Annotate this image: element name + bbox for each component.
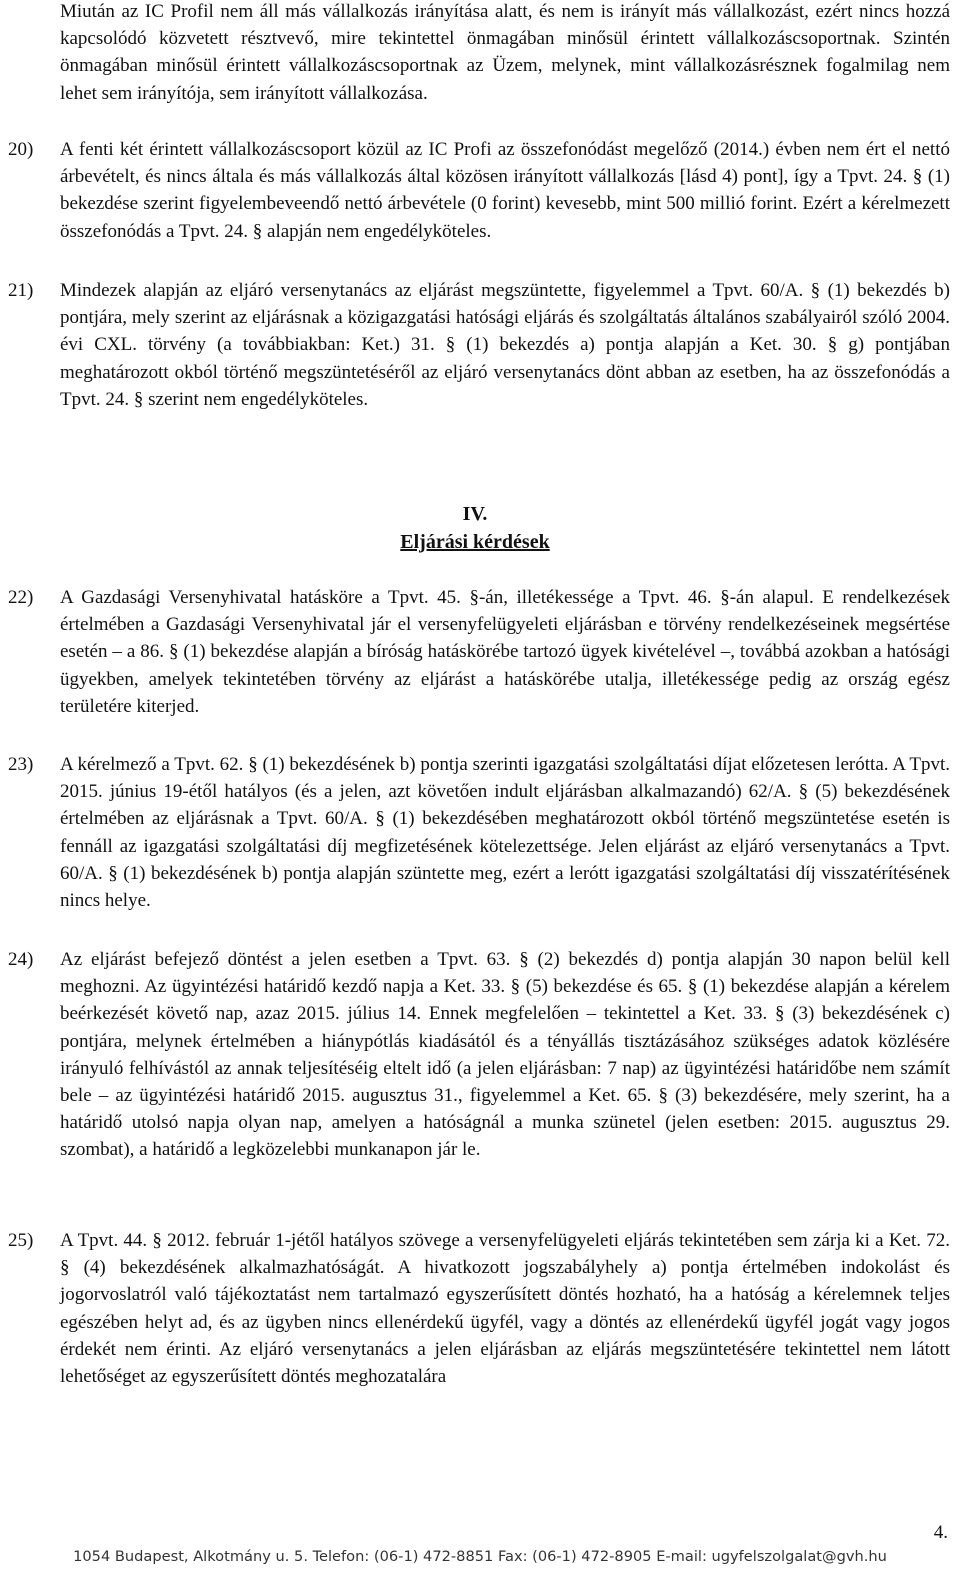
paragraph-text: A Tpvt. 44. § 2012. február 1-jétől hatályos szövege a versenyfelügyeleti eljárás tekintetében sem zárja ki a Ket. 72. § (4) bekezdésének alkalmazhatóságát. A hivatkozott jogszabályhely a) pontja értelmében indokolást és jogorvoslatról való tájékoztatást nem tartalmazó egyszerűsített döntés hozható, ha a hatóság a kérelemnek teljes egészében helyt ad, és az ügyben nincs ellenérdekű ügyfél, vagy a döntés az ellenérdekű ügyfél jogát vagy jogos érdekét nem érinti. Az eljáró versenytanács a jelen eljárásban az eljárás megszüntetésére tekintettel nem látott lehetőséget az egyszerűsített döntés meghozatalára (60, 1230, 950, 1388)
paragraph-text: A kérelmező a Tpvt. 62. § (1) bekezdésének b) pontja szerinti igazgatási szolgáltatási díjat előzetesen lerótta. A Tpvt. 2015. június 19-étől hatályos (és a jelen, azt követően indult eljárásban alkalmazandó) 62/A. § (5) bekezdésének értelmében az eljárásnak a Tpvt. 60/A. § (1) bekezdésében meghatározott okból történő megszüntetése esetén is fennáll az igazgatási szolgáltatási díj megfizetésének kötelezettsége. Jelen eljárást az eljáró versenytanács a Tpvt. 60/A. § (1) bekezdésének b) pontja alapján szüntette meg, ezért a lerótt igazgatási szolgáltatási díj visszatérítésének nincs helye. (60, 754, 950, 912)
paragraph-24 (8, 946, 950, 1164)
paragraph-number: 24) (8, 949, 34, 970)
paragraph-22 (8, 584, 950, 720)
paragraph-number: 20) (8, 139, 34, 160)
section-numeral: IV. (462, 503, 488, 525)
page-footer: 1054 Budapest, Alkotmány u. 5. Telefon: (06-1) 472-8851 Fax: (06-1) 472-8905 E-mail: ugyfelszolgalat@gvh.hu (73, 1548, 887, 1565)
paragraph-text: Mindezek alapján az eljáró versenytanács az eljárást megszüntette, figyelemmel a Tpvt. 60/A. § (1) bekezdés b) pontjára, mely szerint az eljárásnak a közigazgatási hatósági eljárás és szolgáltatás általános szabályairól szóló 2004. évi CXL. törvény (a továbbiakban: Ket.) 31. § (1) bekezdés a) pontja alapján a Ket. 30. § g) pontjában meghatározott okból történő megszüntetéséről az eljáró versenytanács dönt abban az esetben, ha az összefonódás a Tpvt. 24. § szerint nem engedélyköteles. (60, 280, 950, 410)
paragraph-number: 23) (8, 754, 34, 775)
paragraph-25 (8, 1227, 950, 1390)
paragraph-number: 22) (8, 587, 34, 608)
paragraph-number: 21) (8, 280, 34, 301)
section-title-text: Eljárási kérdések (400, 531, 550, 553)
paragraph-text: Az eljárást befejező döntést a jelen esetben a Tpvt. 63. § (2) bekezdés d) pontja alapján 30 napon belül kell meghozni. Az ügyintézési határidő kezdő napja a Ket. 33. § (5) bekezdése és 65. § (1) bekezdése alapján a kérelem beérkezését követő nap, azaz 2015. július 14. Ennek megfelelően – tekintettel a Ket. 33. § (3) bekezdésének c) pontjára, melynek értelmében a hiánypótlás kiadásától és a tényállás tisztázásához szükséges adatok közlésére irányuló felhívástól az annak teljesítéséig eltelt idő (a jelen eljárásban: 7 nap) az ügyintézési határidőbe nem számít bele – az ügyintézési határidő 2015. augusztus 31., figyelemmel a Ket. 65. § (3) bekezdésére, mely szerint, ha a határidő utolsó napja olyan nap, amelyen a hatóságnál a munka szünetel (jelen esetben: 2015. augusztus 29. szombat), a határidő a legközelebbi munkanapon jár le. (60, 949, 950, 1161)
page-number: 4. (933, 1522, 948, 1543)
intro-paragraph: Miután az IC Profil nem áll más vállalkozás irányítása alatt, és nem is irányít más vállalkozást, ezért nincs hozzá kapcsolódó közvetett résztvevő, mire tekintettel önmagában minősül érintett vállalkozáscsoportnak. Szintén önmagában minősül érintett vállalkozáscsoportnak az Üzem, melynek, mint vállalkozásrésznek fogalmilag nem lehet sem irányítója, sem irányított vállalkozása. (60, 1, 950, 104)
paragraph-text: A fenti két érintett vállalkozáscsoport közül az IC Profi az összefonódást megelőző (2014.) évben nem ért el nettó árbevételt, és nincs általa és más vállalkozás által közösen irányított vállalkozás [lásd 4) pont], így a Tpvt. 24. § (1) bekezdése szerint figyelembeveendő nettó árbevétele (0 forint) kevesebb, mint 500 millió forint. Ezért a kérelmezett összefonódás a Tpvt. 24. § alapján nem engedélyköteles. (60, 139, 950, 242)
paragraph-20 (8, 136, 950, 245)
paragraph-number: 25) (8, 1230, 34, 1251)
paragraph-23 (8, 751, 950, 914)
section-title (0, 528, 950, 556)
paragraph-21 (8, 277, 950, 413)
paragraph-text: A Gazdasági Versenyhivatal hatásköre a Tpvt. 45. §-án, illetékessége a Tpvt. 46. §-án alapul. E rendelkezések értelmében a Gazdasági Versenyhivatal jár el versenyfelügyeleti eljárásban e törvény rendelkezéseinek megsértése esetén – a 86. § (1) bekezdése alapján a bíróság hatáskörébe tartozó ügyek kivételével –, továbbá azokban a hatósági ügyekben, amelyek tekintetében törvény az eljárást a hatáskörébe utalja, illetékessége pedig az ország egész területére kiterjed. (60, 587, 950, 717)
